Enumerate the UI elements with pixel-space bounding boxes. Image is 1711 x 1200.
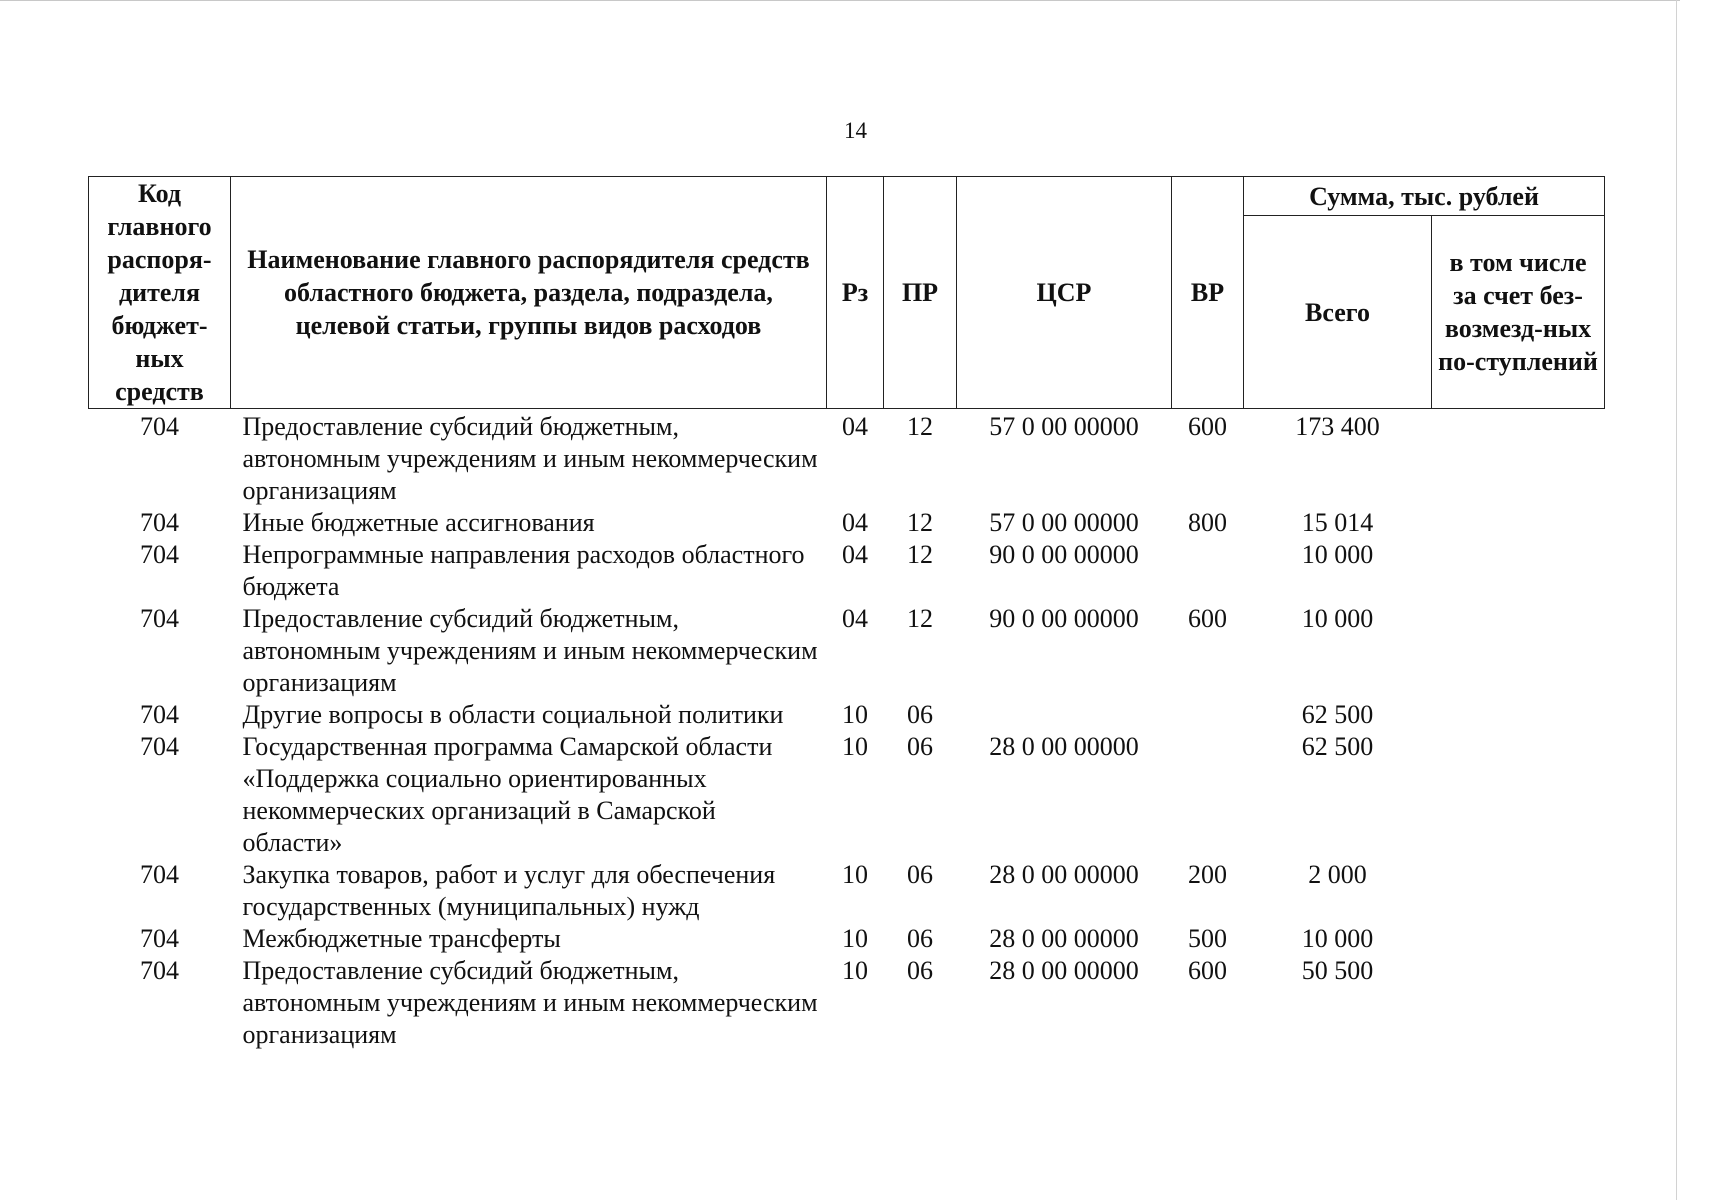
cell-total: 50 500 — [1301, 956, 1374, 985]
header-vr: ВР — [1172, 177, 1244, 409]
table-row — [89, 859, 1605, 923]
cell-rz: 10 — [842, 732, 868, 761]
cell-rz: 04 — [842, 412, 868, 441]
cell-pr: 12 — [907, 540, 933, 569]
cell-csr: 90 0 00 00000 — [989, 540, 1139, 569]
cell-vr: 800 — [1188, 508, 1227, 537]
cell-rz: 04 — [842, 604, 868, 633]
cell-total: 15 014 — [1301, 508, 1374, 537]
cell-grants — [1432, 731, 1605, 859]
table-row — [89, 603, 1605, 699]
cell-grants — [1432, 409, 1605, 508]
cell-grants — [1432, 603, 1605, 699]
cell-rz: 10 — [842, 860, 868, 889]
table-row — [89, 699, 1605, 731]
table-row — [89, 731, 1605, 859]
cell-csr: 57 0 00 00000 — [989, 412, 1139, 441]
cell-code: 704 — [140, 924, 179, 953]
cell-total: 2 000 — [1308, 860, 1367, 889]
cell-name: Предоставление субсидий бюджетным, автономным учреждениям и иным некоммерческим организациям — [242, 956, 818, 1049]
cell-rz: 04 — [842, 540, 868, 569]
header-pr: ПР — [884, 177, 957, 409]
cell-vr — [1172, 699, 1244, 731]
cell-code: 704 — [140, 860, 179, 889]
cell-pr: 06 — [907, 732, 933, 761]
budget-table — [88, 176, 1605, 1051]
header-name: Наименование главного распорядителя средств областного бюджета, раздела, подраздела, целевой статьи, группы видов расходов — [231, 177, 827, 409]
table-row — [89, 409, 1605, 508]
cell-code: 704 — [140, 732, 179, 761]
cell-total: 173 400 — [1295, 412, 1380, 441]
cell-pr: 06 — [907, 700, 933, 729]
cell-grants — [1432, 859, 1605, 923]
cell-grants — [1432, 539, 1605, 603]
table-header — [89, 177, 1605, 409]
cell-grants — [1432, 699, 1605, 731]
cell-csr: 57 0 00 00000 — [989, 508, 1139, 537]
cell-code: 704 — [140, 700, 179, 729]
cell-vr: 200 — [1188, 860, 1227, 889]
header-code: Код главного распоря-дителя бюджет-ных средств — [89, 177, 231, 409]
cell-code: 704 — [140, 412, 179, 441]
table-row — [89, 923, 1605, 955]
cell-total: 62 500 — [1301, 732, 1374, 761]
cell-rz: 10 — [842, 924, 868, 953]
cell-name: Другие вопросы в области социальной политики — [242, 700, 784, 729]
cell-code: 704 — [140, 956, 179, 985]
cell-vr — [1172, 539, 1244, 603]
cell-code: 704 — [140, 540, 179, 569]
cell-total: 62 500 — [1301, 700, 1374, 729]
cell-vr — [1172, 731, 1244, 859]
header-sum: Сумма, тыс. рублей — [1244, 177, 1605, 216]
cell-total: 10 000 — [1301, 540, 1374, 569]
header-grants: в том числе за счет без-возмезд-ных по-ступлений — [1432, 216, 1605, 409]
cell-rz: 10 — [842, 956, 868, 985]
cell-csr: 28 0 00 00000 — [989, 956, 1139, 985]
cell-name: Закупка товаров, работ и услуг для обеспечения государственных (муниципальных) нужд — [242, 860, 776, 921]
cell-grants — [1432, 923, 1605, 955]
cell-grants — [1432, 507, 1605, 539]
cell-name: Государственная программа Самарской области «Поддержка социально ориентированных некоммерческих организаций в Самарской области» — [242, 732, 773, 857]
scan-edge-top — [0, 0, 1680, 1]
cell-total: 10 000 — [1301, 924, 1374, 953]
table-row — [89, 955, 1605, 1051]
cell-pr: 12 — [907, 412, 933, 441]
cell-vr: 600 — [1188, 604, 1227, 633]
scan-edge-right — [1676, 0, 1677, 1200]
cell-total: 10 000 — [1301, 604, 1374, 633]
table-row — [89, 507, 1605, 539]
cell-grants — [1432, 955, 1605, 1051]
cell-pr: 06 — [907, 924, 933, 953]
cell-csr: 28 0 00 00000 — [989, 860, 1139, 889]
page-number: 14 — [844, 118, 867, 143]
table-body — [89, 409, 1605, 1052]
header-rz: Рз — [827, 177, 884, 409]
cell-name: Непрограммные направления расходов областного бюджета — [242, 540, 805, 601]
cell-csr: 90 0 00 00000 — [989, 604, 1139, 633]
cell-name: Предоставление субсидий бюджетным, автономным учреждениям и иным некоммерческим организациям — [242, 604, 818, 697]
cell-vr: 600 — [1188, 956, 1227, 985]
cell-pr: 06 — [907, 956, 933, 985]
cell-pr: 12 — [907, 604, 933, 633]
cell-rz: 10 — [842, 700, 868, 729]
cell-csr: 28 0 00 00000 — [989, 924, 1139, 953]
cell-pr: 06 — [907, 860, 933, 889]
header-total: Всего — [1244, 216, 1432, 409]
header-csr: ЦСР — [957, 177, 1172, 409]
table-row — [89, 539, 1605, 603]
cell-pr: 12 — [907, 508, 933, 537]
cell-code: 704 — [140, 508, 179, 537]
cell-code: 704 — [140, 604, 179, 633]
cell-name: Предоставление субсидий бюджетным, автономным учреждениям и иным некоммерческим организациям — [242, 412, 818, 505]
cell-name: Межбюджетные трансферты — [242, 924, 561, 953]
cell-csr — [957, 699, 1172, 731]
cell-rz: 04 — [842, 508, 868, 537]
cell-vr: 600 — [1188, 412, 1227, 441]
cell-csr: 28 0 00 00000 — [989, 732, 1139, 761]
cell-vr: 500 — [1188, 924, 1227, 953]
cell-name: Иные бюджетные ассигнования — [242, 508, 595, 537]
